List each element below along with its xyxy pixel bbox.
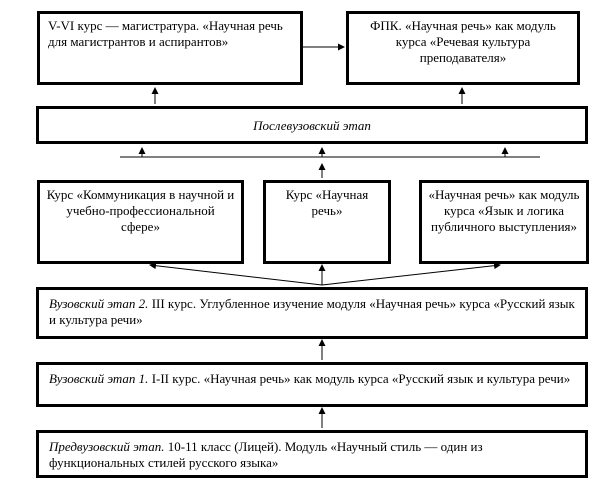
stage2-text: III курс. Углубленное изучение модуля «Научная речь» курса «Русский язык и культура речи» [49, 296, 575, 327]
postgrad-text: Послевузовский этап [253, 118, 371, 133]
magistracy-text: V-VI курс — магистратура. «Научная речь для магистрантов и аспирантов» [48, 18, 283, 49]
stage1-label: Вузовский этап 1. [49, 371, 149, 386]
stage1-text: I-II курс. «Научная речь» как модуль курса «Русский язык и культура речи» [148, 371, 571, 386]
box-fpk [346, 11, 580, 85]
arrow-stage2-to-course-right [322, 265, 500, 285]
arrow-stage2-to-course-left [150, 265, 322, 285]
pre-text: 10-11 класс (Лицей). Модуль «Научный стиль — один из функциональных стилей русского языка» [49, 439, 483, 470]
box-postgrad [36, 106, 588, 144]
course-public-speaking-text: «Научная речь» как модуль курса «Язык и логика публичного выступления» [428, 187, 580, 234]
course-communication-text: Курс «Коммуникация в научной и учебно-профессиональной сфере» [46, 187, 235, 234]
pre-label: Предвузовский этап. [49, 439, 165, 454]
box-university-stage-1 [36, 362, 588, 407]
fpk-text: ФПК. «Научная речь» как модуль курса «Речевая культура преподавателя» [370, 18, 556, 65]
box-course-communication [37, 180, 244, 264]
box-course-public-speaking [419, 180, 589, 264]
course-scientific-speech-text: Курс «Научная речь» [285, 187, 369, 218]
box-pre-university-stage [36, 430, 588, 478]
box-university-stage-2 [36, 287, 588, 339]
box-magistracy [37, 11, 303, 85]
stage2-label: Вузовский этап 2. [49, 296, 149, 311]
box-course-scientific-speech [263, 180, 391, 264]
